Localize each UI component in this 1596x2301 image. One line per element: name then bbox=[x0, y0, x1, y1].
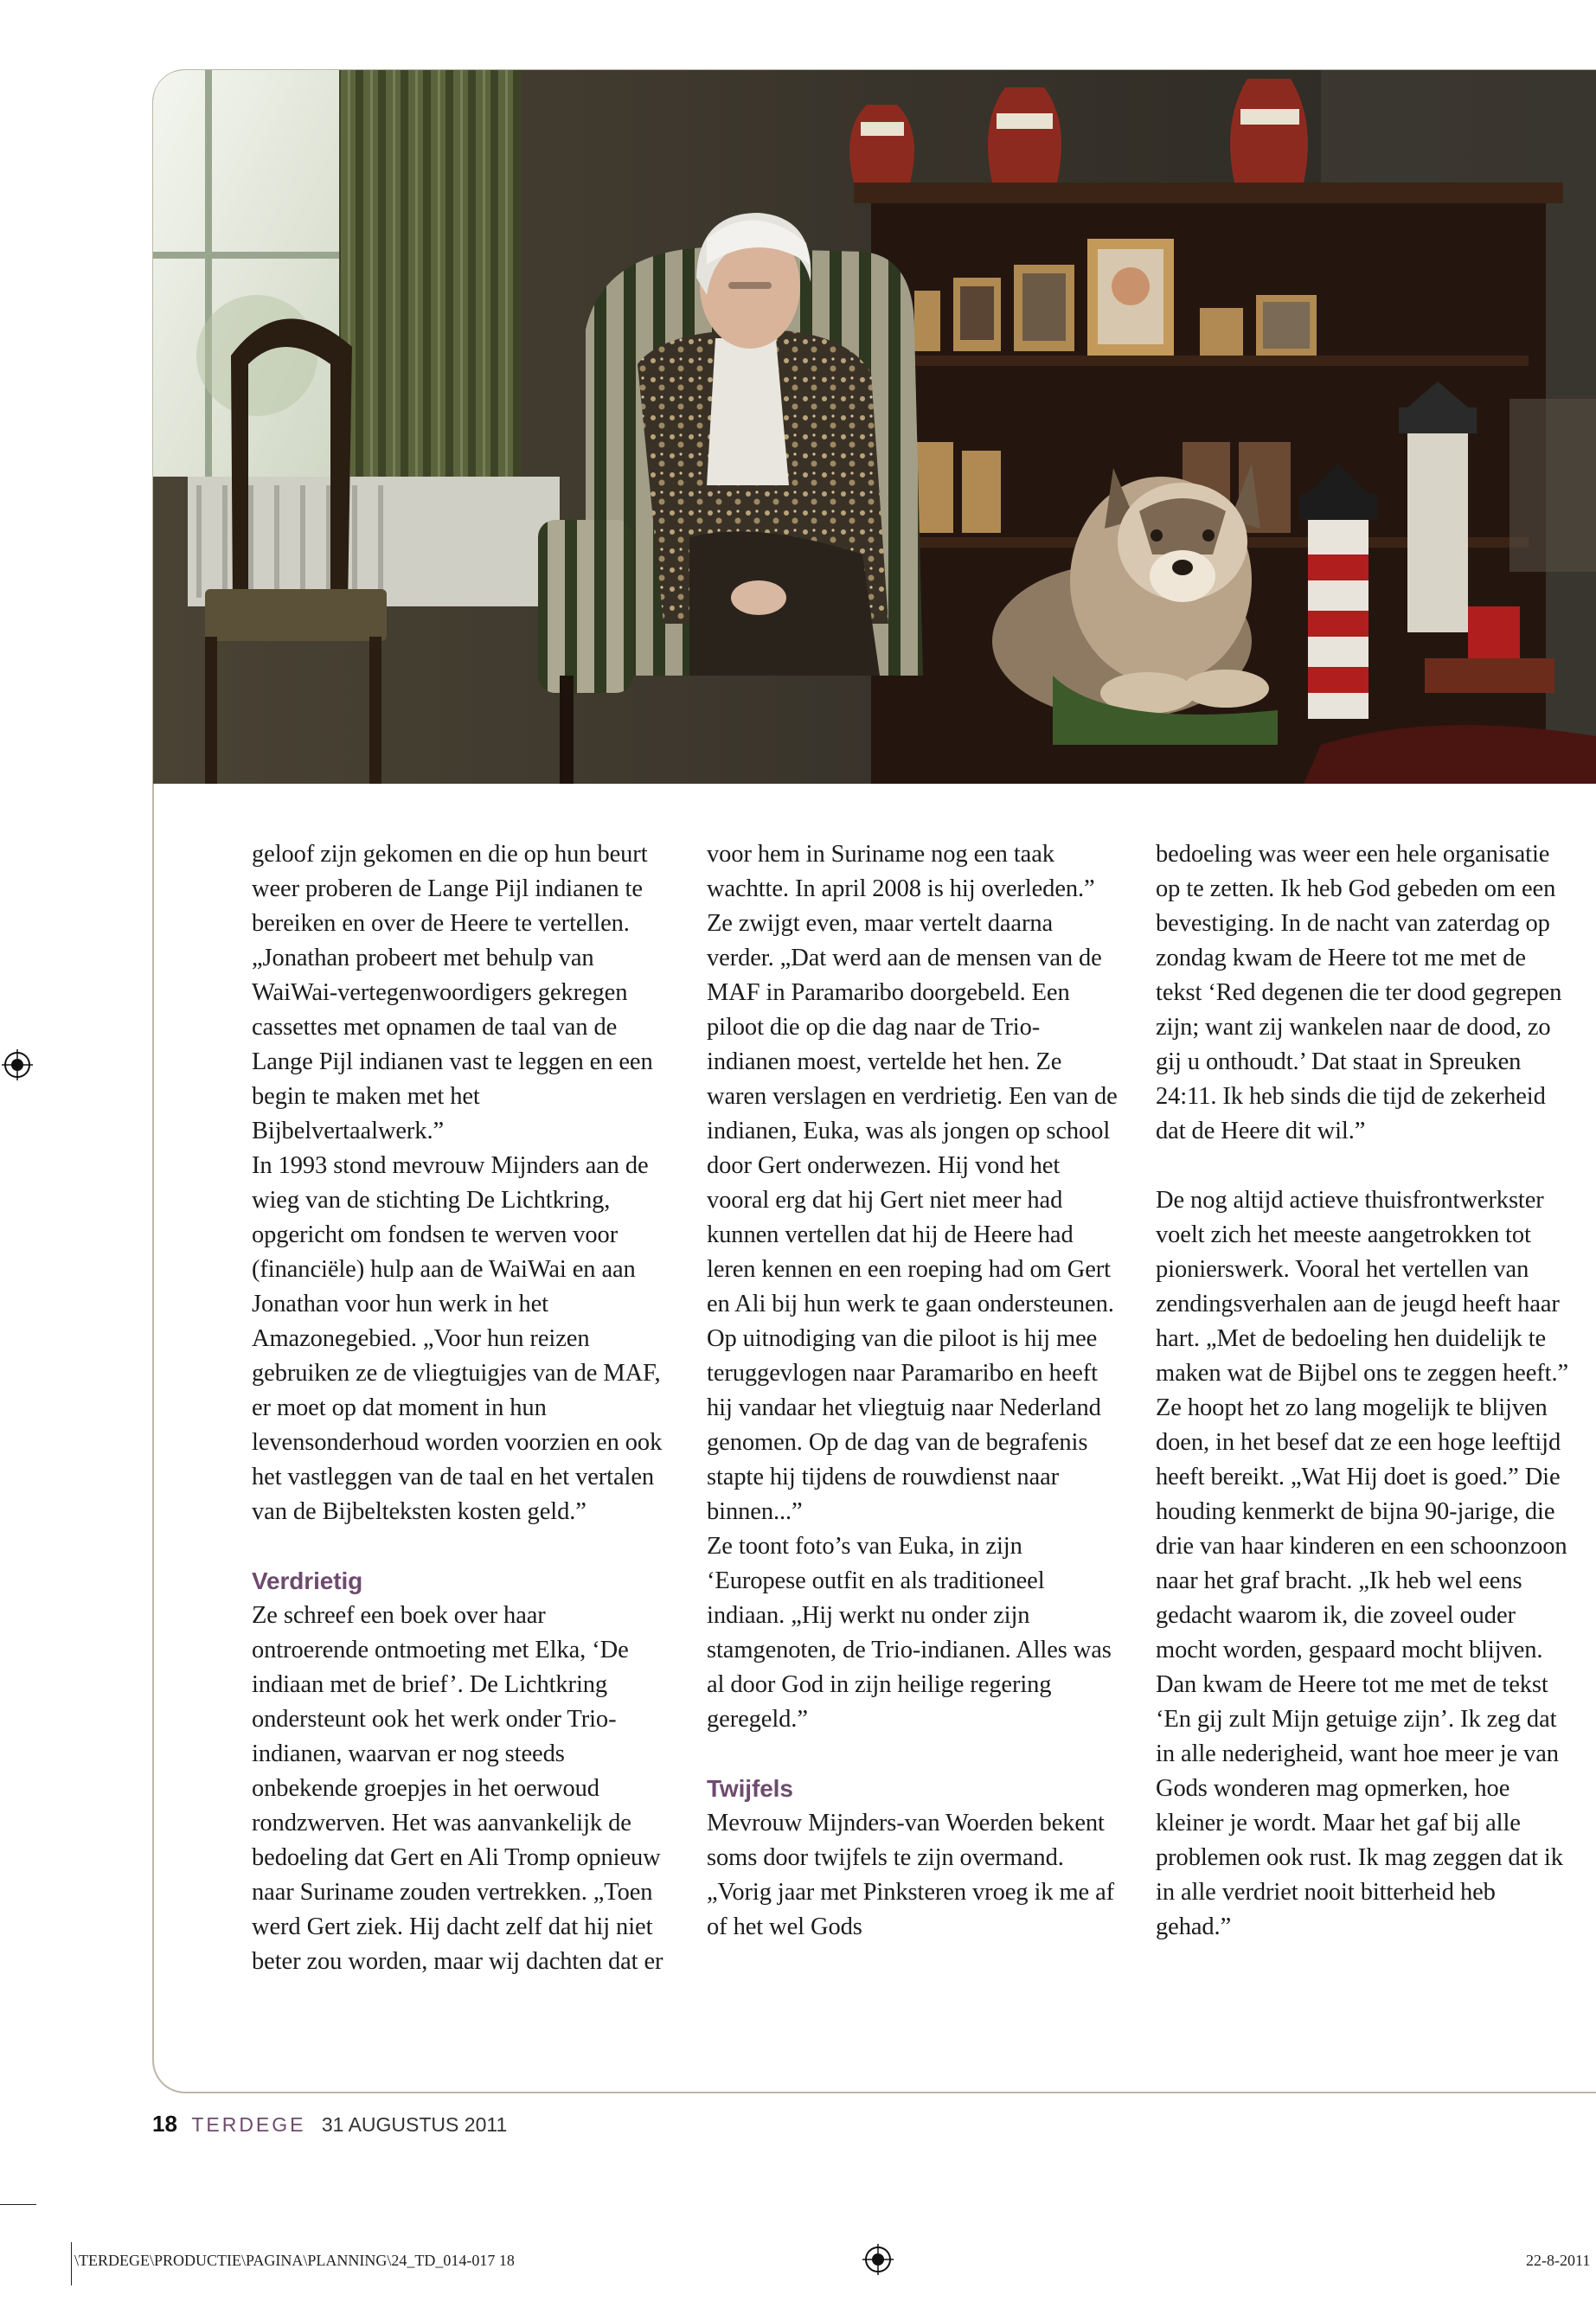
paragraph: Ze hoopt het zo lang mogelijk te blijven doen, in het besef dat ze een hoge leeftijd heeft bereikt. „Wat Hij doet is goed.” Die houding kenmerkt de bijna 90-jarige, die drie van haar kinderen en een schoonzoon naar het graf bracht. „Ik heb wel eens gedacht waarom ik, die zoveel ouder mocht worden, gespaard mocht blijven. Dan kwam de Heere tot me met de tekst ‘En gij zult Mijn getuige zijn’. Ik zeg dat in alle nederigheid, want hoe meer je van Gods wonderen mag opmerken, hoe kleiner je wordt. Maar het gaf bij alle problemen ook rust. Ik mag zeggen dat ik in alle verdriet nooit bitterheid heb gehad.” bbox=[1156, 1394, 1567, 1940]
paragraph: geloof zijn gekomen en die op hun beurt weer proberen de Lange Pijl indianen te bereiken en over de Heere te vertellen. „Jonathan probeert met behulp van WaiWai-vertegenwoordigers gekregen cassettes met opnamen de taal van de Lange Pijl indianen vast te leggen en een begin te maken met het Bijbelvertaalwerk.” bbox=[252, 841, 653, 1144]
registration-mark-icon bbox=[2, 1049, 33, 1080]
text-column-3 bbox=[1156, 837, 1571, 1945]
text-column-2 bbox=[707, 837, 1122, 1945]
paragraph: Ze schreef een boek over haar ontroerende ontmoeting met Elka, ‘De indiaan met de brief’. De Lichtkring ondersteunt ook het werk onder Trio-indianen, waarvan er nog steeds onbekende groepjes in het oerwoud rondzwerven. Het was aanvankelijk de bedoeling dat Gert en Ali Tromp opnieuw naar Suriname zouden vertrekken. „Toen werd Gert ziek. Hij dacht zelf dat hij niet beter zou worden, maar wij dachten dat er bbox=[252, 1602, 663, 1975]
crop-mark bbox=[71, 2242, 72, 2285]
paragraph: Ze toont foto’s van Euka, in zijn ‘Europese outfit en als traditioneel indiaan. „Hij werkt nu onder zijn stamgenoten, de Trio-indianen. Alles was al door God in zijn heilige regering geregeld.” bbox=[707, 1533, 1112, 1733]
photo-illustration bbox=[153, 70, 1596, 784]
paragraph: De nog altijd actieve thuisfrontwerkster voelt zich het meeste aangetrokken tot pionierswerk. Vooral het vertellen van zendingsverhalen aan de jeugd heeft haar hart. „Met de bedoeling hen duidelijk te maken wat de Bijbel ons te zeggen heeft.” bbox=[1156, 1187, 1569, 1387]
printer-slug-date: 22-8-2011 bbox=[1526, 2252, 1591, 2269]
registration-mark-icon bbox=[862, 2244, 894, 2275]
section-heading: Verdrietig bbox=[252, 1567, 363, 1594]
magazine-name: TERDEGE bbox=[191, 2113, 306, 2136]
page-number: 18 bbox=[152, 2111, 177, 2137]
page-folio bbox=[152, 2111, 507, 2138]
printer-slug-path: \TERDEGE\PRODUCTIE\PAGINA\PLANNING\24_TD_014-017 18 bbox=[74, 2252, 515, 2269]
paragraph: Ze zwijgt even, maar vertelt daarna verder. „Dat werd aan de mensen van de MAF in Paramaribo doorgebeld. Een piloot die op die dag naar de Trio-indianen moest, vertelde het hen. Ze waren verslagen en verdrietig. Een van de indianen, Euka, was als jongen op school door Gert onderwezen. Hij vond het vooral erg dat hij Gert niet meer had kunnen vertellen dat hij de Heere had leren kennen en een roeping had om Gert en Ali bij hun werk te gaan ondersteunen. Op uitnodiging van die piloot is hij mee teruggevlogen naar Paramaribo en heeft hij vandaar het vliegtuig naar Nederland genomen. Op de dag van de begrafenis stapte hij tijdens de rouwdienst naar binnen...” bbox=[707, 910, 1118, 1525]
paragraph: Mevrouw Mijnders-van Woerden bekent soms door twijfels te zijn overmand. „Vorig jaar met Pinksteren vroeg ik me af of het wel Gods bbox=[707, 1810, 1115, 1940]
section-heading: Twijfels bbox=[707, 1775, 793, 1802]
crop-mark bbox=[0, 2204, 36, 2205]
portrait-photo bbox=[153, 70, 1596, 784]
paragraph: bedoeling was weer een hele organisatie op te zetten. Ik heb God gebeden om een bevestiging. In de nacht van zaterdag op zondag kwam de Heere tot me met de tekst ‘Red degenen die ter dood gegrepen zijn; want zij wankelen naar de dood, zo gij u onthoudt.’ Dat staat in Spreuken 24:11. Ik heb sinds die tijd de zekerheid dat de Heere dit wil.” bbox=[1156, 841, 1562, 1144]
paragraph: voor hem in Suriname nog een taak wachtte. In april 2008 is hij overleden.” bbox=[707, 841, 1095, 902]
issue-date: 31 AUGUSTUS 2011 bbox=[321, 2113, 508, 2136]
text-column-1 bbox=[252, 837, 667, 1979]
paragraph: In 1993 stond mevrouw Mijnders aan de wieg van de stichting De Lichtkring, opgericht om fondsen te werven voor (financiële) hulp aan de WaiWai en aan Jonathan voor hun werk in het Amazonegebied. „Voor hun reizen gebruiken ze de vliegtuigjes van de MAF, er moet op dat moment in hun levensonderhoud worden voorzien en ook het vastleggen van de taal en het vertalen van de Bijbelteksten kosten geld.” bbox=[252, 1152, 663, 1525]
